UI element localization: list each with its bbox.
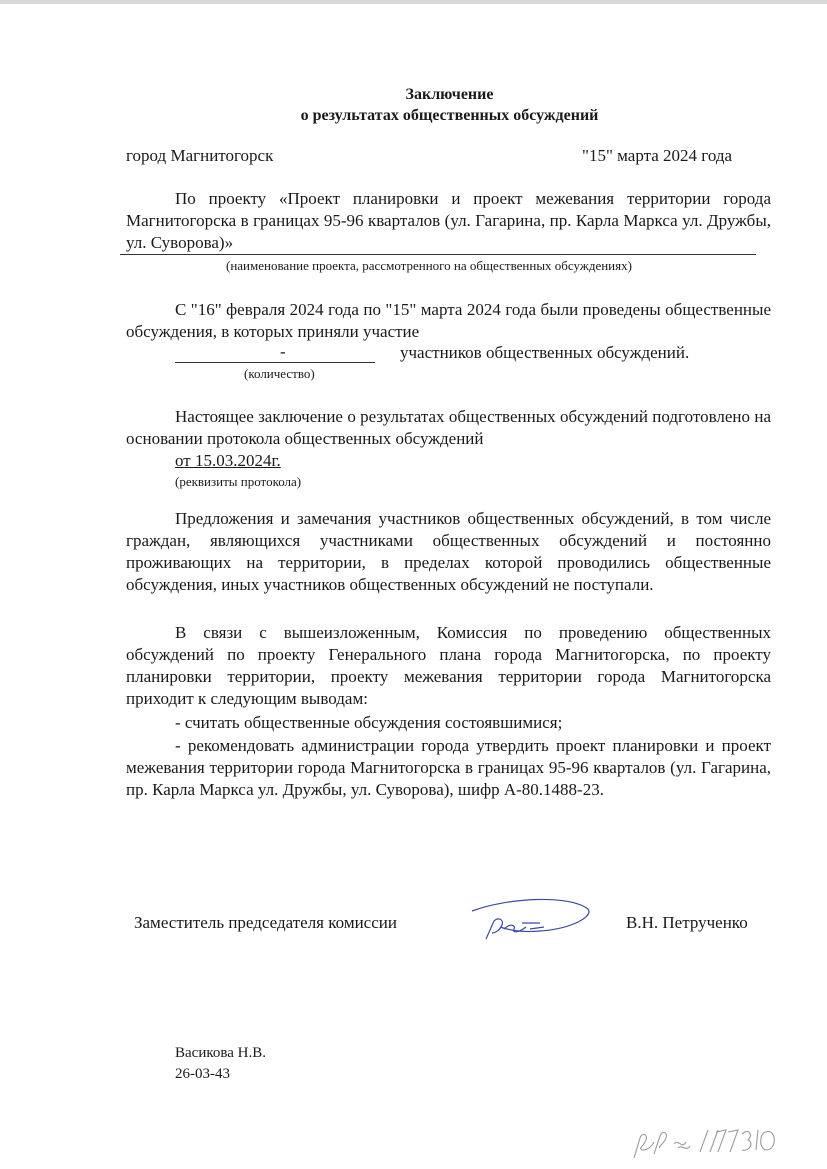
signatory-name: В.Н. Петрученко — [626, 913, 748, 932]
date: "15" марта 2024 года — [582, 146, 733, 165]
conclusion-intro: В связи с вышеизложенным, Комиссия по проведению общественных обсуждений по проекту Генерального плана города Магнитогорска, по проекту планировки территории, проекту межевания территории города Магнитогорска приходит к следующим выводам: — [126, 623, 771, 708]
proposals-paragraph: Предложения и замечания участников общественных обсуждений, в том числе граждан, являющихся участниками общественных обсуждений и постоянно проживающих на территории, в пределах которой проводились общественные обсуждения, иных участников общественных обсуждений не поступали. — [126, 509, 771, 594]
scan-edge — [0, 0, 827, 4]
conclusion-item-1: - считать общественные обсуждения состоявшимися; — [175, 713, 563, 732]
executor-phone: 26-03-43 — [175, 1066, 230, 1082]
count-value: - — [280, 342, 286, 361]
count-caption: (количество) — [244, 366, 315, 381]
project-caption: (наименование проекта, рассмотренного на общественных обсуждениях) — [226, 258, 632, 273]
protocol-value: от 15.03.2024г. — [175, 451, 281, 470]
count-underline — [175, 362, 375, 363]
document-title: Заключение — [405, 86, 494, 103]
signatory-position: Заместитель председателя комиссии — [134, 913, 397, 932]
handwritten-signature — [470, 893, 600, 953]
project-underline — [120, 254, 756, 255]
period-paragraph: С "16" февраля 2024 года по "15" марта 2024 года были проведены общественные обсуждения, в которых приняли участие — [126, 300, 771, 341]
executor-name: Васикова Н.В. — [175, 1045, 267, 1061]
conclusion-item-2: - рекомендовать администрации города утвердить проект планировки и проект межевания территории города Магнитогорска в границах 95-96 кварталов (ул. Гагарина, пр. Карла Маркса ул. Дружбы, ул. Суворова), шифр А-80.1488-23. — [126, 736, 771, 799]
project-paragraph: По проекту «Проект планировки и проект межевания территории города Магнитогорска в границах 95-96 кварталов (ул. Гагарина, пр. Карла Маркса ул. Дружбы, ул. Суворова)» — [126, 189, 771, 252]
count-suffix: участников общественных обсуждений. — [400, 343, 690, 362]
handwritten-registration-note — [630, 1118, 790, 1164]
protocol-caption: (реквизиты протокола) — [175, 474, 302, 489]
place: город Магнитогорск — [126, 146, 274, 165]
document-subtitle: о результатах общественных обсуждений — [300, 107, 599, 124]
protocol-paragraph: Настоящее заключение о результатах общественных обсуждений подготовлено на основании протокола общественных обсуждений — [126, 407, 771, 448]
